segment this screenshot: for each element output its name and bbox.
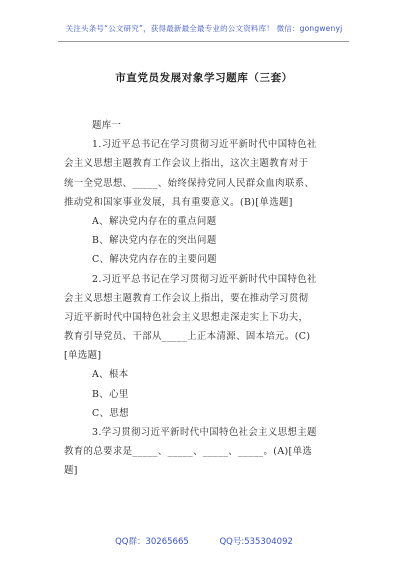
question-2-line: [单选题] [64, 350, 102, 362]
document-body [64, 116, 354, 481]
question-2-line: 2.习近平总书记在学习贯彻习近平新时代中国特色社 [92, 273, 317, 285]
question-3-line: 教育的总要求是_____、_____、_____、_____。(A)[单选 [64, 446, 313, 458]
question-2-line: 教育引导党员、干部从_____上正本清源、固本培元。(C) [64, 331, 311, 343]
question-2-option-c: C、思想 [92, 407, 129, 419]
section-heading: 题库一 [92, 120, 122, 131]
qq-number-text: QQ号:535304092 [219, 537, 293, 547]
question-2-option-b: B、心里 [92, 388, 129, 400]
question-1-line: 1.习近平总书记在学习贯彻习近平新时代中国特色社 [92, 139, 317, 151]
header-divider [58, 41, 349, 42]
document-title: 市直党员发展对象学习题库（三套） [115, 72, 293, 84]
question-1-option-b: B、解决党内存在的突出问题 [92, 235, 217, 247]
question-1-line: 会主义思想主题教育工作会议上指出，这次主题教育对于 [64, 158, 309, 170]
question-2-line: 会主义思想主题教育工作会议上指出，要在推动学习贯彻 [64, 292, 309, 304]
question-1-line: 推动党和国家事业发展，具有重要意义。(B)[单选题] [64, 196, 293, 208]
contact-footer [0, 535, 408, 547]
question-1-option-c: C、解决党内存在的主要问题 [92, 254, 217, 266]
question-3-line: 3.学习贯彻习近平新时代中国特色社会主义思想主题 [92, 427, 317, 438]
question-1-option-a: A、解决党内存在的重点问题 [92, 215, 217, 227]
promo-banner: 关注头条号“公文研究”，获得最新最全最专业的公文资料库！ 微信：gongwenyj [65, 24, 343, 33]
qq-group-text: QQ群：30265665 [115, 537, 189, 547]
question-3-line: 题] [64, 465, 78, 477]
question-1-line: 统一全党思想、_____、始终保持党同人民群众血肉联系、 [64, 177, 315, 189]
question-2-option-a: A、根本 [92, 369, 129, 381]
question-2-line: 习近平新时代中国特色社会主义思想走深走实上下功夫， [64, 311, 309, 323]
